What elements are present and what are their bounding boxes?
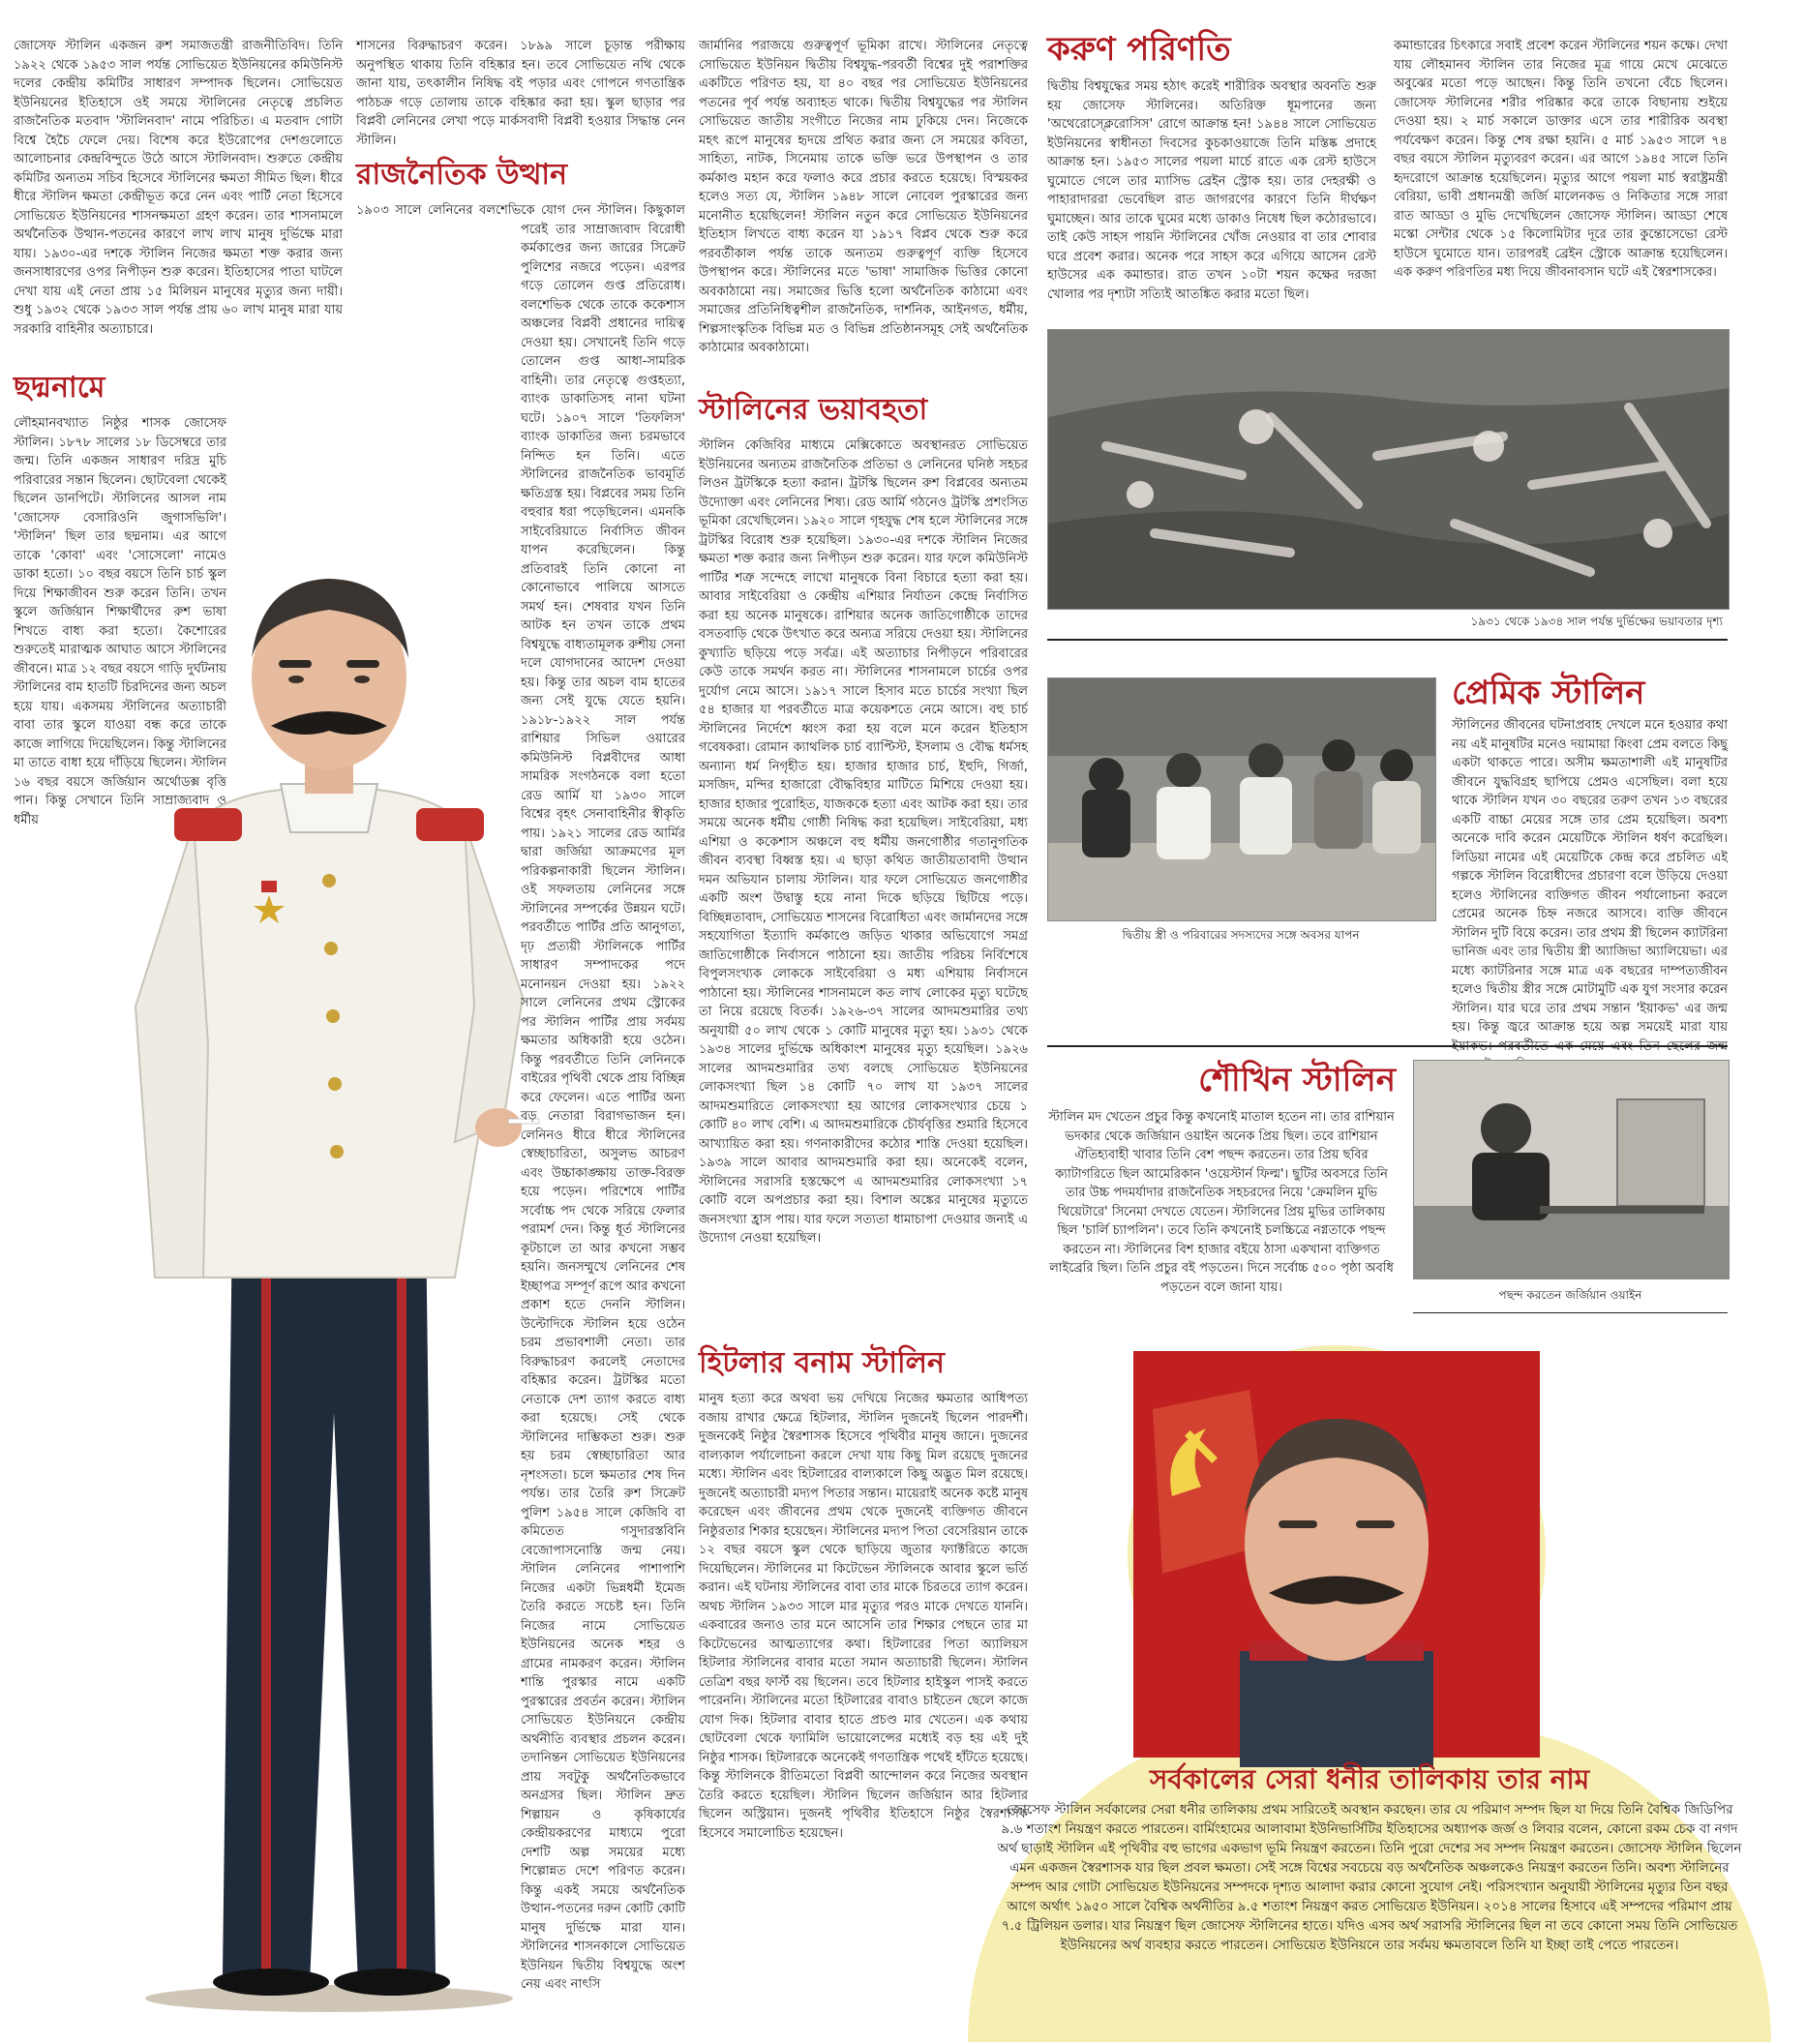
column-4-tragic [1047, 29, 1376, 319]
hobby-text: স্টালিন মদ খেতেন প্রচুর কিন্তু কখনোই মাতাল হতেন না। তার রাশিয়ান ভদকার থেকে জর্জিয়ান ওয়াইন অনেক প্রিয় ছিল। তবে রাশিয়ান ঐতিহ্যবাহী খাবার তিনি বেশ পছন্দ করতেন। তার প্রিয় ছবির ক্যাটাগরিতে ছিল আমেরিকান 'ওয়েস্টার্ন ফিল্ম'। ছুটির অবসরে তিনি তার উচ্চ পদমর্যাদার রাজনৈতিক সহচরদের নিয়ে 'ক্রেমলিন মুভি থিয়েটারে' সিনেমা দেখতে যেতেন। স্টালিনের প্রিয় মুভির তালিকায় ছিল 'চার্লি চ্যাপলিন'। তবে তিনি কখনোই চলচ্চিত্রে নগ্নতাকে পছন্দ করতেন না। স্টালিনের বিশ হাজার বইয়ে ঠাসা একখানা ব্যক্তিগত লাইব্রেরি ছিল। তিনি প্রচুর বই পড়তেন। দিনে সর্বোচ্চ ৫০০ পৃষ্ঠা অবধি পড়তেন বলে জানা যায়। [1048, 1110, 1395, 1295]
portrait-art [1133, 1351, 1540, 1758]
expulsion-text: শাসনের বিরুদ্ধাচরণ করেন। ১৮৯৯ সালে চূড়ান্ত পরীক্ষায় অনুপস্থিত থাকায় তিনি বহিষ্কার হন। তবে সোভিয়েত নথি থেকে জানা যায়, তৎকালীন নিষিদ্ধ বই পড়ার এবং গোপনে গণতান্ত্রিক পাঠচক্র গড়ে তোলায় তাকে বহিষ্কার করা হয়। স্কুল ছাড়ার পর বিপ্লবী লেনিনের লেখা পড়ে মার্কসবাদী বিপ্লবী হওয়ার সিদ্ধান্ত নেন স্টালিন। [356, 39, 685, 148]
column-2-section [356, 157, 685, 1992]
divider-rule-2 [1047, 1045, 1728, 1047]
intro-paragraph: জোসেফ স্টালিন একজন রুশ সমাজতন্ত্রী রাজনীতিবিদ। তিনি ১৯২২ থেকে ১৯৫৩ সাল পর্যন্ত সোভিয়েত ইউনিয়নের কমিউনিস্ট দলের কেন্দ্রীয় কমিটির সাধারণ সম্পাদক ছিলেন। সোভিয়েত ইউনিয়নের ইতিহাসে ওই সময়ে স্টালিনের নেতৃত্বে প্রচলিত রাজনৈতিক মতবাদ 'স্টালিনবাদ' নামে পরিচিত। এ মতবাদ গোটা বিশ্বে হৈচৈ ফেলে দেয়। বিশেষ করে ইউরোপের দেশগুলোতে আলোচনার কেন্দ্রবিন্দুতে উঠে আসে স্টালিনবাদ। শুরুতে কেন্দ্রীয় কমিটির অন্যতম সচিব হিসেবে স্টালিনের ক্ষমতা সীমিত ছিল। ধীরে ধীরে স্টালিন ক্ষমতা কেন্দ্রীভূত করে নেন এবং পার্টি নেতা হিসেবে সোভিয়েত ইউনিয়নের শাসনক্ষমতা গ্রহণ করেন। তার শাসনামলে অর্থনৈতিক উত্থান-পতনের কারণে লাখ লাখ মানুষ দুর্ভিক্ষে মারা যায়। ১৯৩০-এর দশকে স্টালিন নিজের ক্ষমতা শক্ত করার জন্য জনসাধারণের ওপর নিপীড়ন শুরু করেন। ইতিহাসের পাতা ঘাটলে দেখা যায় এই নেতা প্রায় ১৫ মিলিয়ন মানুষের মৃত্যুর জন্য দায়ী। শুধু ১৯৩২ থেকে ১৯৩৩ সাল পর্যন্ত প্রায় ৬০ লাখ মানুষ মারা যায় সরকারি বাহিনীর অত্যাচারে। [14, 39, 343, 337]
column-5-tragic [1394, 37, 1728, 327]
tragic-end-continued: কমান্ডারের চিৎকারে সবাই প্রবেশ করেন স্টালিনের শয়ন কক্ষে। দেখা যায় লৌহমানব স্টালিন তার নিজের মূত্র গায়ে মেখে মেঝেতে অবুঝের মতো পড়ে আছেন। কিন্তু তিনি তখনো বেঁচে ছিলেন। জোসেফ স্টালিনের শরীর পরিষ্কার করে তাকে বিছানায় শুইয়ে দেওয়া হয়। ২ মার্চ সকালে ডাক্তার এসে তার শারীরিক অবস্থা পর্যবেক্ষণ করেন। কিন্তু শেষ রক্ষা হয়নি। ৫ মার্চ ১৯৫৩ সালে ৭৪ বছর বয়সে স্টালিন মৃত্যুবরণ করেন। এর আগে ১৯৪৫ সালে তিনি হৃদরোগে আক্রান্ত হয়েছিলেন। মৃত্যুর আগে পয়লা মার্চ স্বরাষ্ট্রমন্ত্রী বেরিয়া, ভাবী প্রধানমন্ত্রী জর্জি মালেনকভ ও নিকিতার সঙ্গে সারা রাত আড্ডা ও মুভি দেখেছিলেন জোসেফ স্টালিন। আড্ডা শেষে মস্কো সেন্টার থেকে ১৫ কিলোমিটার দূরে তার কুন্তোসেভো রেস্ট হাউসে ঘুমোতে যান। তারপরই ব্রেইন স্ট্রোকে আক্রান্ত হয়েছিলেন। এক করুণ পরিণতির মধ্য দিয়ে জীবনাবসান ঘটে এই স্বৈরশাসকের। [1394, 39, 1728, 280]
political-rise-text: ১৯০৩ সালে লেনিনের বলশেভিকে যোগ দেন স্টালিন। কিছুকাল পরেই তার সাম্রাজ্যবাদ বিরোধী কর্মকাণ্ডের জন্য জারের সিক্রেট পুলিশের নজরে পড়েন। এরপর গড়ে তোলেন গুপ্ত প্রতিরোধ। বলশেভিক থেকে তাকে ককেশাস অঞ্চলের বিপ্লবী প্রধানের দায়িত্ব দেওয়া হয়। সেখানেই তিনি গড়ে তোলেন গুপ্ত আধা-সামরিক বাহিনী। তার নেতৃত্বে গুপ্তহত্যা, ব্যাংক ডাকাতিসহ নানা ঘটনা ঘটে। ১৯০৭ সালে 'তিফলিস' ব্যাংক ডাকাতির জন্য চরমভাবে নিন্দিত হন তিনি। এতে স্টালিনের রাজনৈতিক ভাবমূর্তি ক্ষতিগ্রস্ত হয়। বিপ্লবের সময় তিনি বহুবার ধরা পড়েছিলেন। এমনকি সাইবেরিয়াতে নির্বাসিত জীবন যাপন করেছিলেন। কিন্তু প্রতিবারই তিনি কোনো না কোনোভাবে পালিয়ে আসতে সমর্থ হন। শেষবার যখন তিনি আটক হন তখন তাকে প্রথম বিশ্বযুদ্ধে বাধ্যতামূলক রুশীয় সেনা দলে যোগদানের আদেশ দেওয়া হয়। কিন্তু তার অচল বাম হাতের জন্য সেই যুদ্ধে যেতে হয়নি। ১৯১৮-১৯২২ সাল পর্যন্ত রাশিয়ার সিভিল ওয়ারের কমিউনিস্ট বিপ্লবীদের আধা সামরিক সংগঠনকে বলা হতো রেড আর্মি যা ১৯৩০ সালে বিশ্বের বৃহৎ সেনাবাহিনীর স্বীকৃতি পায়। ১৯২১ সালের রেড আর্মির দ্বারা জর্জিয়া আক্রমণের মূল পরিকল্পনাকারী ছিলেন স্টালিন। ওই সফলতায় লেনিনের সঙ্গে স্টালিনের সম্পর্কের উন্নয়ন ঘটে। পরবর্তীতে পার্টির প্রতি আনুগত্য, দৃঢ় প্রত্যয়ী স্টালিনকে পার্টির সাধারণ সম্পাদকের পদে মনোনয়ন দেওয়া হয়। ১৯২২ সালে লেনিনের প্রথম স্ট্রোকের পর স্টালিন পার্টির প্রায় সর্বময় ক্ষমতার অধিকারী হয়ে ওঠেন। কিন্তু পরবর্তীতে তিনি লেনিনকে বাইরের পৃথিবী থেকে প্রায় বিচ্ছিন্ন করে ফেলেন। এতে পার্টির অন্য বড় নেতারা বিরাগভাজন হন। লেনিনও ধীরে ধীরে স্টালিনের স্বেচ্ছাচারিতা, অসুলভ আচরণ এবং উচ্চাকাঙ্ক্ষায় তাক্ত-বিরক্ত হয়ে পড়েন। পরিশেষে পার্টির সর্বোচ্চ পদ থেকে সরিয়ে ফেলার পরামর্শ দেন। কিন্তু ধূর্ত স্টালিনের কূটচালে তা আর কখনো সম্ভব হয়নি। জনসম্মুখে লেনিনের শেষ ইচ্ছাপত্র সম্পূর্ণ রূপে আর কখনো প্রকাশ হতে দেননি স্টালিন। উল্টোদিকে স্টালিন হয়ে ওঠেন চরম প্রভাবশালী নেতা। তার বিরুদ্ধাচরণ করলেই নেতাদের বহিষ্কার করেন। ট্রটস্কির মতো নেতাকে দেশ ত্যাগ করতে বাধ্য করা হয়েছে। সেই থেকে স্টালিনের দাম্ভিকতা শুরু। শুরু হয় চরম স্বেচ্ছাচারিতা আর নৃশংসতা। চলে ক্ষমতার শেষ দিন পর্যন্ত। তার তৈরি রুশ সিক্রেট পুলিশ ১৯৫৪ সালে কেজিবি বা কমিতেত গসুদারস্তবিনি বেজোপাসনোস্তি জন্ম নেয়। স্টালিন লেনিনের পাশাপাশি নিজের একটা ভিন্নধর্মী ইমেজ তৈরি করতে সচেষ্ট হন। তিনি নিজের নামে সোভিয়েত ইউনিয়নের অনেক শহর ও গ্রামের নামকরণ করেন। স্টালিন শান্তি পুরস্কার নামে একটি পুরস্কারের প্রবর্তন করেন। স্টালিন সোভিয়েত ইউনিয়নে কেন্দ্রীয় অর্থনীতি ব্যবস্থার প্রচলন করেন। তদানিন্তন সোভিয়েত ইউনিয়নের প্রায় সবটুকু অর্থনৈতিকভাবে অনগ্রসর ছিল। স্টালিন দ্রুত শিল্পায়ন ও কৃষিকার্যের কেন্দ্রীয়করণের মাধ্যমে পুরো দেশটি অল্প সময়ের মধ্যে শিল্পোন্নত দেশে পরিণত করেন। কিন্তু একই সময়ে অর্থনৈতিক উত্থান-পতনের দরুন কোটি কোটি মানুষ দুর্ভিক্ষে মারা যান। স্টালিনের শাসনকালে সোভিয়েত ইউনিয়ন দ্বিতীয় বিশ্বযুদ্ধে অংশ নেয় এবং নাৎসি [356, 203, 685, 1992]
lover-text: স্টালিনের জীবনের ঘটনাপ্রবাহ দেখলে মনে হওয়ার কথা নয় এই মানুষটির মনেও দয়ামায়া কিংবা প্রেম বলতে কিছু একটা থাকতে পারে। অসীম ক্ষমতাশালী এই মানুষটির জীবনে যুদ্ধবিগ্রহ ছাপিয়ে প্রেমও এসেছিল। বলা হয়ে থাকে স্টালিন যখন ৩০ বছরের তরুণ তখন ১৩ বছরের একটি বাচ্চা মেয়ের সঙ্গে তার প্রেম হয়েছিল। অবশ্য অনেকে দাবি করেন মেয়েটিকে স্টালিন ধর্ষণ করেছিল। লিডিয়া নামের এই মেয়েটিকে কেন্দ্র করে প্রচলিত এই গল্পকে স্টালিন বিরোধীদের প্রচারণা বলে উড়িয়ে দেওয়া হলেও স্টালিনের ব্যক্তিগত জীবন পর্যালোচনা করলে প্রেমের অনেক চিহ্ন নজরে আসবে। ব্যক্তি জীবনে স্টালিন দুটি বিয়ে করেন। তার প্রথম স্ত্রী ছিলেন ক্যাটরিনা ভানিজ এবং তার দ্বিতীয় স্ত্রী অ্যাজিভা অ্যালিয়েভা। এর মধ্যে ক্যাটরিনার সঙ্গে মাত্র এক বছরের দাম্পত্যজীবন হলেও দ্বিতীয় স্ত্রীর সঙ্গে মোটামুটি এক যুগ সংসার করেন স্টালিন। যার ঘরে তার প্রথম সন্তান 'ইয়াকভ' এর জন্ম হয়। কিন্তু জ্বরে আক্রান্ত হয়ে অল্প সময়েই মারা যায় [1452, 718, 1728, 1035]
headline-tragic-end: করুণ পরিণতি [1047, 30, 1231, 69]
column-3-hitler [699, 1345, 1028, 2032]
famine-photo-caption: ১৯৩১ থেকে ১৯৩৪ সাল পর্যন্ত দুর্ভিক্ষের ভয়াবতার দৃশ্য [1470, 615, 1723, 628]
headline-hobby: শৌখিন স্টালিন [1198, 1061, 1396, 1099]
headline-lover: প্রেমিক স্টালিন [1452, 674, 1645, 712]
column-3-top [699, 37, 1028, 395]
divider-rule-3 [1413, 1312, 1728, 1313]
column-3-horror [699, 392, 1028, 1350]
wine-photo-caption: পছন্দ করতেন জর্জিয়ান ওয়াইন [1498, 1288, 1642, 1302]
famine-photo [1047, 329, 1730, 610]
divider-rule-1 [1047, 639, 1728, 641]
headline-pseudonym: ছদ্মনামে [14, 371, 105, 405]
headline-wealth: সর্বকালের সেরা ধনীর তালিকায় তার নাম [1149, 1763, 1590, 1795]
headline-political-rise: রাজনৈতিক উত্থান [356, 158, 568, 192]
hitler-text: মানুষ হত্যা করে অথবা ভয় দেখিয়ে নিজের ক্ষমতার আধিপত্য বজায় রাখার ক্ষেত্রে হিটলার, স্টালিন দুজনেই ছিলেন পারদর্শী। দুজনকেই নিষ্ঠুর স্বৈরশাসক হিসেবে পৃথিবীর মানুষ জানে। দুজনের বাল্যকাল পর্যালোচনা করলে দেখা যায় কিছু মিল রয়েছে দুজনের মধ্যে। স্টালিন এবং হিটলারের বাল্যকালে কিছু অদ্ভুত মিল রয়েছে। দুজনেই অত্যাচারী মদ্যপ পিতার সন্তান। মায়েরাই অনেক কষ্টে মানুষ করেছেন এবং জীবনের প্রথম থেকে দুজনেই ব্যক্তিগত জীবনে নিষ্ঠুরতার শিকার হয়েছেন। স্টালিনের মদ্যপ পিতা বেসেরিয়ান তাকে ১২ বছর বয়সে স্কুল থেকে ছাড়িয়ে জুতার ফ্যাক্টরিতে কাজে দিয়েছিলেন। স্টালিনের মা কিটেভেন স্টালিনকে আবার স্কুলে ভর্তি করান। এই ঘটনায় স্টালিনের বাবা তার মাকে চিরতরে ত্যাগ করেন। অথচ স্টালিন ১৯৩৩ সালে মার মৃত্যুর পরও মাকে দেখতে যাননি। একবারের জন্যও তার মনে আসেনি তার শিক্ষার পেছনে তার মা কিটেভেনের আত্মত্যাগের কথা। হিটলারের পিতা অ্যালিয়স হিটলার স্টালিনের বাবার মতো সমান অত্যাচারী ছিলেন। স্টালিন তেত্রিশ বছর ফার্স্ট বয় ছিলেন। তবে হিটলার হাইস্কুল পাসই করতে পারেননি। স্টালিনের মতো হিটলারের বাবাও চাইতেন ছেলে কাজে যোগ দিক। হিটলার বাবার হাতে প্রচণ্ড মার খেতেন। এক কথায় ছোটবেলা থেকে ফ্যামিলি ভায়োলেন্সের মধ্যেই বড় হয় এই দুই নিষ্ঠুর শাসক। হিটলারকে অনেকেই গণতান্ত্রিক পথেই হাঁটতে হয়েছে। কিন্তু স্টালিনকে রীতিমতো বিপ্লবী আন্দোলন করে নিজের অবস্থান তৈরি করতে হয়েছিল। স্টালিন ছিলেন জর্জিয়ান আর হিটলার ছিলেন অস্ট্রিয়ান। দুজনই পৃথিবীর ইতিহাসে নিষ্ঠুর স্বৈরশাসক হিসেবে সমালোচিত হয়েছেন। [699, 1392, 1028, 1841]
headline-horror: স্টালিনের ভয়াবহতা [699, 393, 928, 427]
wealth-text: জোসেফ স্টালিন সর্বকালের সেরা ধনীর তালিকায় প্রথম সারিতেই অবস্থান করছেন। তার যে পরিমাণ সম্পদ ছিল যা দিয়ে তিনি বৈশ্বিক জিডিপির ৯.৬ শতাংশ নিয়ন্ত্রণ করতে পারতেন। বার্মিংহামের আলাবামা ইউনিভার্সিটির ইতিহাসের অধ্যাপক জর্জ ও লিবার বলেন, কোনো রকম চেক বা নগদ অর্থ ছাড়াই স্টালিন এই পৃথিবীর বহু ভাগের একভাগ ভূমি নিয়ন্ত্রণ করতেন। তিনি পুরো দেশের সব সম্পদ নিয়ন্ত্রণ করতেন। জোসেফ স্টালিন ছিলেন এমন একজন স্বৈরশাসক যার ছিল প্রবল ক্ষমতা। সেই সঙ্গে বিশ্বের সবচেয়ে বড় অর্থনৈতিক অঞ্চলকেও নিয়ন্ত্রণ করতেন তিনি। অবশ্য স্টালিনের সম্পদ আর গোটা সোভিয়েত ইউনিয়নের সম্পদকে দৃশ্যত আলাদা করার কোনো সুযোগ নেই। পরিসংখ্যান অনুযায়ী স্টালিনের মৃত্যুর তিন বছর আগে অর্থাৎ ১৯৫০ সালে বৈশ্বিক অর্থনীতির ৯.৫ শতাংশ নিয়ন্ত্রণ করত সোভিয়েত ইউনিয়ন। ২০১৪ সালের হিসাবে এই সম্পদের পরিমাণ প্রায় ৭.৫ ট্রিলিয়ন ডলার। যার নিয়ন্ত্রণ ছিল জোসেফ স্টালিনের হাতে। যদিও এসব অর্থ সরাসরি স্টালিনের ছিল না তবে কোনো সময় তিনি সোভিয়েত ইউনিয়নের অর্থ ব্যবহার করতে পারতেন। সোভিয়েত ইউনিয়নে তার সর্বময় ক্ষমতাবলে তিনি যা ইচ্ছা তাই পেতে পারতেন। [997, 1802, 1742, 1953]
tragic-end-text: দ্বিতীয় বিশ্বযুদ্ধের সময় হঠাৎ করেই শারীরিক অবস্থার অবনতি শুরু হয় জোসেফ স্টালিনের। অতিরিক্ত ধূমপানের জন্য 'অথেরোস্ক্লেরোসিস' রোগে আক্রান্ত হন! ১৯৪৪ সালে সোভিয়েত ইউনিয়নের স্বাধীনতা দিবসের কুচকাওয়াজে তিনি মস্তিষ্ক প্রদাহে আক্রান্ত হন। ১৯৫৩ সালের পয়লা মার্চে রাতে এক রেস্ট হাউসে ঘুমোতে গেলে তার ম্যাসিভ ব্রেইন স্ট্রোক হয়। তার দেহরক্ষী ও পাহারাদাররা ভেবেছিল রাত জাগরণের কারণে তিনি দীর্ঘক্ষণ ঘুমাচ্ছেন। আর তাকে ঘুমের মধ্যে ডাকাও নিষেধ ছিল কঠোরভাবে। তাই কেউ সাহস পায়নি স্টালিনের খোঁজ নেওয়ার বা তার শোবার ঘরে প্রবেশ করার। অনেক পরে সাহস করে এগিয়ে আসেন রেস্ট হাউসের এক কমান্ডার। রাত তখন ১০টা শয়ন কক্ষের দরজা খোলার পর দৃশ্যটা সত্যিই আতঙ্কিত করার মতো ছিল। [1047, 79, 1376, 302]
column-2-top [356, 37, 685, 153]
column-lover-text [1047, 716, 1728, 1045]
horror-text: স্টালিন কেজিবির মাধ্যমে মেক্সিকোতে অবস্থানরত সোভিয়েত ইউনিয়নের অন্যতম রাজনৈতিক প্রতিভা ও লেনিনের ঘনিষ্ঠ সহচর লিওন ট্রটস্কিকে হত্যা করান। ট্রটস্কি ছিলেন রুশ বিপ্লবের অন্যতম উদ্যোক্তা এবং লেনিনের শিষ্য। রেড আর্মি গঠনেও ট্রটস্কি প্রশংসিত ভূমিকা রেখেছিলেন। ১৯২০ সালে গৃহযুদ্ধ শেষ হলে স্টালিনের সঙ্গে ট্রটস্কির বিরোধ শুরু হয়েছিল। ১৯৩০-এর দশকে স্টালিন নিজের ক্ষমতা শক্ত করার জন্য নিপীড়ন শুরু করেন। যার ফলে কমিউনিস্ট পার্টির শত্রু সন্দেহে লাখো মানুষকে বিনা বিচারে হত্যা করা হয়। আবার সাইবেরিয়া ও কেন্দ্রীয় এশিয়ার নির্যাতন কেন্দ্রে নির্বাসিত করা হয় অনেক মানুষকে। রাশিয়ার অনেক জাতিগোষ্ঠীকে তাদের বসতবাড়ি থেকে উৎখাত করে অন্যত্র সরিয়ে দেওয়া হয়। স্টালিনের কুখ্যাতি ছড়িয়ে পড়ে সর্বত্র। এই অত্যাচার নিপীড়নে পরিবারের কেউ তাকে সমর্থন করত না। স্টালিনের শাসনামলে চার্চের ওপর দুর্যোগ নেমে আসে। ১৯১৭ সালে হিসাব মতে চার্চের সংখ্যা ছিল ৫৪ হাজার যা পরবর্তীতে মাত্র কয়েকশতে নেমে আসে। বহু চার্চ স্টালিনের নির্দেশে ধ্বংস করা হয় বলে মনে করেন ইতিহাস গবেষকরা। রোমান ক্যাথলিক চার্চ ব্যাপ্টিস্ট, ইসলাম ও বৌদ্ধ ধর্মসহ অন্যান্য ধর্ম নিগৃহীত হয়। হাজার হাজার চার্চ, ইহুদি, গির্জা, মসজিদ, মন্দির হাজারো বৌদ্ধবিহার মাটিতে মিশিয়ে দেওয়া হয়। হাজার হাজার পুরোহিত, যাজককে হত্যা এবং আটক করা হয়। তার সময়ে অনেক ধর্মীয় গোষ্ঠী নিষিদ্ধ করা হয়েছিল। সাইবেরিয়া, মধ্য এশিয়া ও ককেশাস অঞ্চলে বহু ধর্মীয় জনগোষ্ঠীর গতানুগতিক জীবন ব্যবস্থা বিধ্বস্ত হয়। এ ছাড়া কথিত জাতীয়তাবাদী উত্থান দমন অভিযান চালায় স্টালিন। যার ফলে সোভিয়েত জনগোষ্ঠীর একটি অংশ উদ্বাস্তু হয়ে নানা দিকে ছড়িয়ে ছিটিয়ে পড়ে। বিচ্ছিন্নতাবাদ, সোভিয়েত শাসনের বিরোধিতা এবং জার্মানদের সঙ্গে সহযোগিতা ইত্যাদি কর্মকাণ্ডে জড়িত থাকার অভিযোগে সমগ্র জাতিগোষ্ঠীকে নির্বাসনে পাঠানো হয়। জাতীয় পরিচয় নির্বিশেষে বিপুলসংখ্যক লোককে সাইবেরিয়া ও মধ্য এশিয়ায় নির্বাসনে পাঠানো হয়। স্টালিনের শাসনামলে কত লাখ লোকের মৃত্যু ঘটেছে তা নিয়ে রয়েছে বিতর্ক। ১৯২৬-৩৭ সালের আদমশুমারির তথ্য অনুযায়ী ৫০ লাখ থেকে ১ কোটি মানুষের মৃত্যু হয়। ১৯৩১ থেকে ১৯৩৪ সালের দুর্ভিক্ষে অধিকাংশ মানুষের মৃত্যু হয়েছিল। ১৯২৬ সালের আদমশুমারির তথ্য বলছে সোভিয়েত ইউনিয়নের লোকসংখ্যা ছিল ১৪ কোটি ৭০ লাখ যা ১৯৩৭ সালের আদমশুমারিতে লোকসংখ্যা হয় আগের লোকসংখ্যার চেয়ে ১ কোটি ৪০ লাখ বেশি। এ আদমশুমারিকে চৌর্যবৃত্তির শুমারি হিসেবে আখ্যায়িত করা হয়। গণনাকারীদের কঠোর শাস্তি দেওয়া হয়েছিল। ১৯৩৯ সালে আবার আদমশুমারি করা হয়। অনেকেই বলেন, স্টালিনের সরাসরি হস্তক্ষেপে এ আদমশুমারির লোকসংখ্যা ১৭ কোটি বলে অপপ্রচার করা হয়। বিশাল অঙ্কের মানুষের মৃত্যুতে জনসংখ্যা হ্রাস পায়। যার ফলে সত্যতা ধামাচাপা দেওয়ার জন্যই এ উদ্যোগ নেওয়া হয়েছিল। [699, 438, 1028, 1246]
stalin-portrait [1128, 1345, 1546, 1763]
wine-photo-art [1414, 1061, 1729, 1278]
postwar-text: জার্মানির পরাজয়ে গুরুত্বপূর্ণ ভূমিকা রাখে। স্টালিনের নেতৃত্বে সোভিয়েত ইউনিয়ন দ্বিতীয় বিশ্বযুদ্ধ-পরবর্তী বিশ্বের দুই পরাশক্তির একটিতে পরিণত হয়, যা ৪০ বছর পর সোভিয়েত ইউনিয়নের পতনের পূর্ব পর্যন্ত অব্যাহত থাকে। দ্বিতীয় বিশ্বযুদ্ধের পর স্টালিন সোভিয়েত জাতীয় সংগীতে নিজের নাম ঢুকিয়ে দেন। নিজেকে মহৎ রূপে মানুষের হৃদয়ে প্রথিত করার জন্য সে সময়ের কবিতা, সাহিত্য, নাটক, সিনেমায় তাকে ভক্তি ভরে উপস্থাপন ও তার কর্মকাণ্ড মহান করে ফলাও করে প্রচার করতে হয়েছে। বিস্ময়কর হলেও সত্য যে, স্টালিন ১৯৪৮ সালে নোবেল পুরস্কারের জন্য মনোনীত হয়েছিলেন! স্টালিন নতুন করে সোভিয়েত ইউনিয়নের ইতিহাস লিখতে বাধ্য করেন যা ১৯১৭ বিপ্লব থেকে শুরু করে পরবর্তীকাল পর্যন্ত তাকে অন্যতম গুরুত্বপূর্ণ ব্যক্তি হিসেবে উপস্থাপন করে। স্টালিনের মতে 'ভাষা' সামাজিক ভিত্তির কোনো অবকাঠামো নয়। সমাজের ভিত্তি হলো অর্থনৈতিক কাঠামো এবং সমাজের প্রতিনিধিত্বশীল রাজনৈতিক, দার্শনিক, আইনগত, ধর্মীয়, শিল্পসাংস্কৃতিক বিভিন্ন মত ও বিভিন্ন প্রতিষ্ঠানসমূহ সেই অর্থনৈতিক কাঠামোর অবকাঠামো। [699, 39, 1028, 355]
pseudonym-text: লৌহমানবখ্যাত নিষ্ঠুর শাসক জোসেফ স্টালিন। ১৮৭৮ সালের ১৮ ডিসেম্বরে তার জন্ম। তিনি একজন সাধারণ দরিদ্র মুচি পরিবারের সন্তান ছিলেন। ছোটবেলা থেকেই ছিলেন ডানপিটে। স্টালিনের আসল নাম 'জোসেফ বেসারিওনি জুগাসভিলি'। 'স্টালিন' ছিল তার ছদ্মনাম। এর আগে তাকে 'কোবা' এবং 'সোসেলো' নামেও ডাকা হতো। ১০ বছর বয়সে তিনি চার্চ স্কুল দিয়ে শিক্ষাজীবন শুরু করেন তিনি। তখন স্কুলে জর্জিয়ান শিক্ষার্থীদের রুশ ভাষা শিখতে বাধ্য করা হতো। কৈশোরের শুরুতেই মারাত্মক আঘাত আসে স্টালিনের জীবনে। মাত্র ১২ বছর বয়সে গাড়ি দুর্ঘটনায় স্টালিনের বাম হাতটি চিরদিনের জন্য অচল হয়ে যায়। একসময় স্টালিনের অত্যাচারী বাবা তার স্কুলে যাওয়া বন্ধ করে তাকে কাজে লাগিয়ে দিয়েছিলেন। কিন্তু স্টালিনের মা তাতে বাধা হয়ে দাঁড়িয়ে ছিলেন। স্টালিন ১৬ বছর বয়সে জর্জিয়ান অর্থোডক্স বৃত্তি পান। কিন্তু সেখানে তিনি সাম্রাজ্যবাদ ও ধর্মীয় [14, 416, 226, 827]
headline-hitler-vs-stalin: হিটলার বনাম স্টালিন [699, 1346, 945, 1380]
wine-photo [1413, 1060, 1730, 1279]
column-1-top [14, 37, 343, 387]
family-photo-caption: দ্বিতীয় স্ত্রী ও পরিবারের সদস্যদের সঙ্গে অবসর যাপন [1122, 928, 1360, 942]
famine-photo-art [1048, 330, 1729, 609]
